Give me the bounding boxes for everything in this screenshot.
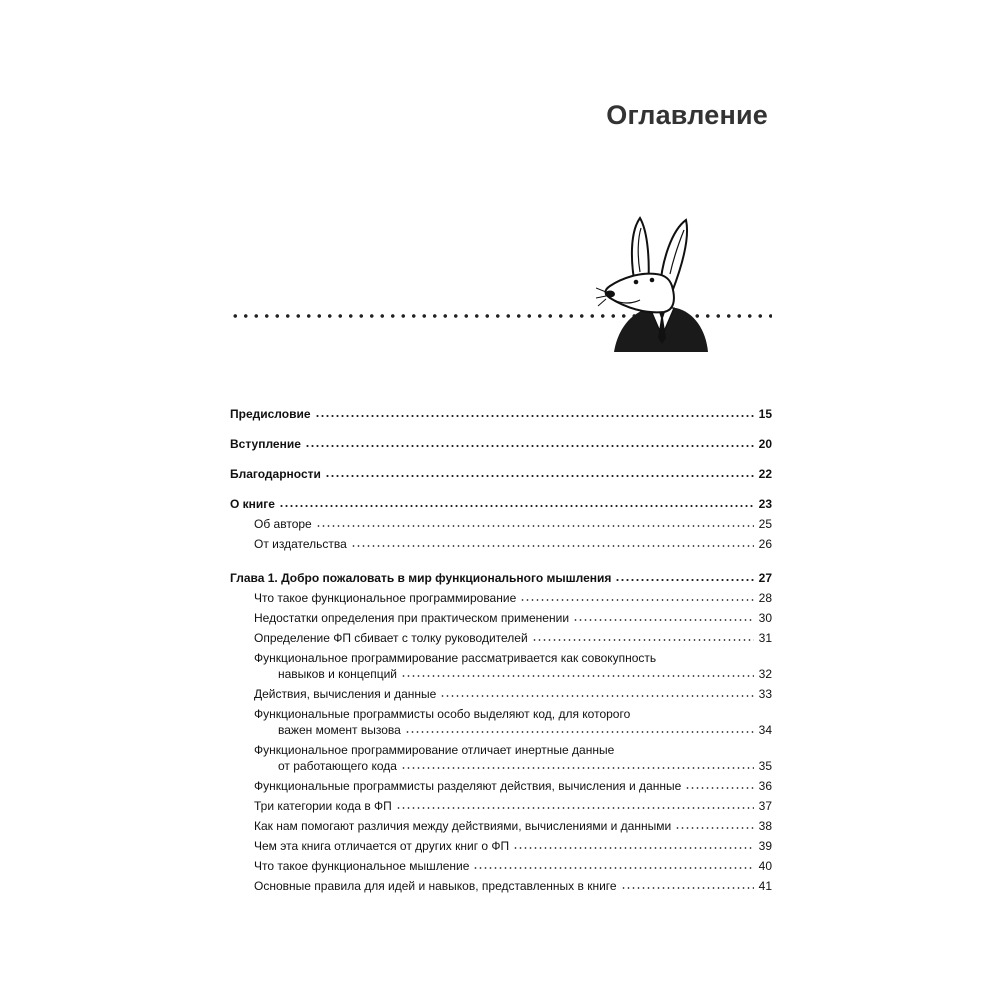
toc-entry-page: 25 bbox=[758, 517, 772, 531]
toc-entry-title: Функциональное программирование рассматривается как совокупность bbox=[254, 651, 657, 665]
toc-entry-section[interactable] bbox=[254, 686, 772, 702]
dot-leader bbox=[573, 618, 754, 622]
toc-entry-page: 27 bbox=[758, 571, 772, 585]
toc-entry-page: 35 bbox=[758, 759, 772, 773]
toc-entry-title: Что такое функциональное мышление bbox=[254, 859, 470, 873]
toc-entry-section[interactable] bbox=[254, 650, 772, 682]
toc-entry-title: Чем эта книга отличается от других книг о ФП bbox=[254, 839, 510, 853]
dot-leader bbox=[396, 806, 754, 810]
toc-entry-page: 34 bbox=[758, 723, 772, 737]
toc-entry-page: 28 bbox=[758, 591, 772, 605]
toc-entry-page: 36 bbox=[758, 779, 772, 793]
page-title: Оглавление bbox=[606, 100, 768, 130]
toc-entry-title: Определение ФП сбивает с толку руководителей bbox=[254, 631, 528, 645]
toc-entry-title: Об авторе bbox=[254, 517, 312, 531]
dot-leader bbox=[615, 578, 754, 582]
toc-entry-page: 26 bbox=[758, 537, 772, 551]
table-of-contents bbox=[230, 406, 772, 898]
dot-leader bbox=[440, 694, 754, 698]
dot-leader bbox=[279, 504, 754, 508]
toc-entry-page: 41 bbox=[758, 879, 772, 893]
toc-entry-title: Как нам помогают различия между действиями, вычислениями и данными bbox=[254, 819, 672, 833]
toc-entry-title: Вступление bbox=[230, 437, 301, 451]
dot-leader bbox=[401, 766, 754, 770]
toc-entry-section[interactable] bbox=[254, 878, 772, 894]
toc-entry-page: 38 bbox=[758, 819, 772, 833]
toc-entry-title-continued: от работающего кода bbox=[278, 759, 397, 773]
toc-entry-page: 37 bbox=[758, 799, 772, 813]
toc-entry-section[interactable] bbox=[254, 590, 772, 606]
toc-entry-chapter-1[interactable] bbox=[230, 570, 772, 586]
toc-entry-title: Действия, вычисления и данные bbox=[254, 687, 437, 701]
toc-entry-title: От издательства bbox=[254, 537, 347, 551]
toc-entry-title: Недостатки определения при практическом применении bbox=[254, 611, 570, 625]
toc-entry-title: Функциональные программисты особо выделяют код, для которого bbox=[254, 707, 631, 721]
toc-entry-title-continued: важен момент вызова bbox=[278, 723, 401, 737]
dot-leader bbox=[405, 730, 754, 734]
toc-entry-acknowledgements[interactable] bbox=[230, 466, 772, 482]
dot-leader bbox=[621, 886, 754, 890]
toc-entry-section[interactable] bbox=[254, 778, 772, 794]
toc-entry-page: 22 bbox=[758, 467, 772, 481]
dot-leader bbox=[473, 866, 754, 870]
toc-entry-from-publisher[interactable] bbox=[254, 536, 772, 552]
toc-entry-section[interactable] bbox=[254, 798, 772, 814]
toc-entry-section[interactable] bbox=[254, 742, 772, 774]
dot-leader bbox=[513, 846, 754, 850]
toc-entry-section[interactable] bbox=[254, 838, 772, 854]
toc-entry-title: Благодарности bbox=[230, 467, 321, 481]
dot-leader bbox=[351, 544, 754, 548]
toc-entry-title: Глава 1. Добро пожаловать в мир функционального мышления bbox=[230, 571, 612, 585]
toc-entry-title-continued: навыков и концепций bbox=[278, 667, 397, 681]
toc-entry-page: 40 bbox=[758, 859, 772, 873]
toc-entry-title: Функциональные программисты разделяют действия, вычисления и данные bbox=[254, 779, 682, 793]
toc-entry-introduction[interactable] bbox=[230, 436, 772, 452]
dot-leader bbox=[520, 598, 754, 602]
toc-entry-title: Что такое функциональное программирование bbox=[254, 591, 517, 605]
dot-leader bbox=[675, 826, 754, 830]
rabbit-in-suit-icon bbox=[596, 212, 714, 360]
dot-leader bbox=[532, 638, 754, 642]
toc-entry-about-author[interactable] bbox=[254, 516, 772, 532]
toc-entry-page: 15 bbox=[758, 407, 772, 421]
dot-leader bbox=[325, 474, 754, 478]
dot-leader bbox=[685, 786, 754, 790]
toc-entry-page: 20 bbox=[758, 437, 772, 451]
toc-entry-title: Предисловие bbox=[230, 407, 311, 421]
toc-entry-title: Основные правила для идей и навыков, представленных в книге bbox=[254, 879, 617, 893]
toc-entry-page: 32 bbox=[758, 667, 772, 681]
toc-entry-section[interactable] bbox=[254, 858, 772, 874]
toc-entry-about-book[interactable] bbox=[230, 496, 772, 512]
toc-entry-page: 39 bbox=[758, 839, 772, 853]
toc-entry-section[interactable] bbox=[254, 610, 772, 626]
toc-entry-title: Функциональное программирование отличает инертные данные bbox=[254, 743, 615, 757]
toc-entry-page: 23 bbox=[758, 497, 772, 511]
dot-leader bbox=[401, 674, 754, 678]
toc-entry-section[interactable] bbox=[254, 706, 772, 738]
toc-entry-section[interactable] bbox=[254, 818, 772, 834]
toc-entry-title: Три категории кода в ФП bbox=[254, 799, 392, 813]
toc-entry-title: О книге bbox=[230, 497, 275, 511]
dot-leader bbox=[315, 414, 754, 418]
dot-leader bbox=[316, 524, 754, 528]
toc-entry-section[interactable] bbox=[254, 630, 772, 646]
toc-entry-preface[interactable] bbox=[230, 406, 772, 422]
toc-entry-page: 30 bbox=[758, 611, 772, 625]
toc-entry-page: 31 bbox=[758, 631, 772, 645]
dot-leader bbox=[305, 444, 754, 448]
toc-entry-page: 33 bbox=[758, 687, 772, 701]
